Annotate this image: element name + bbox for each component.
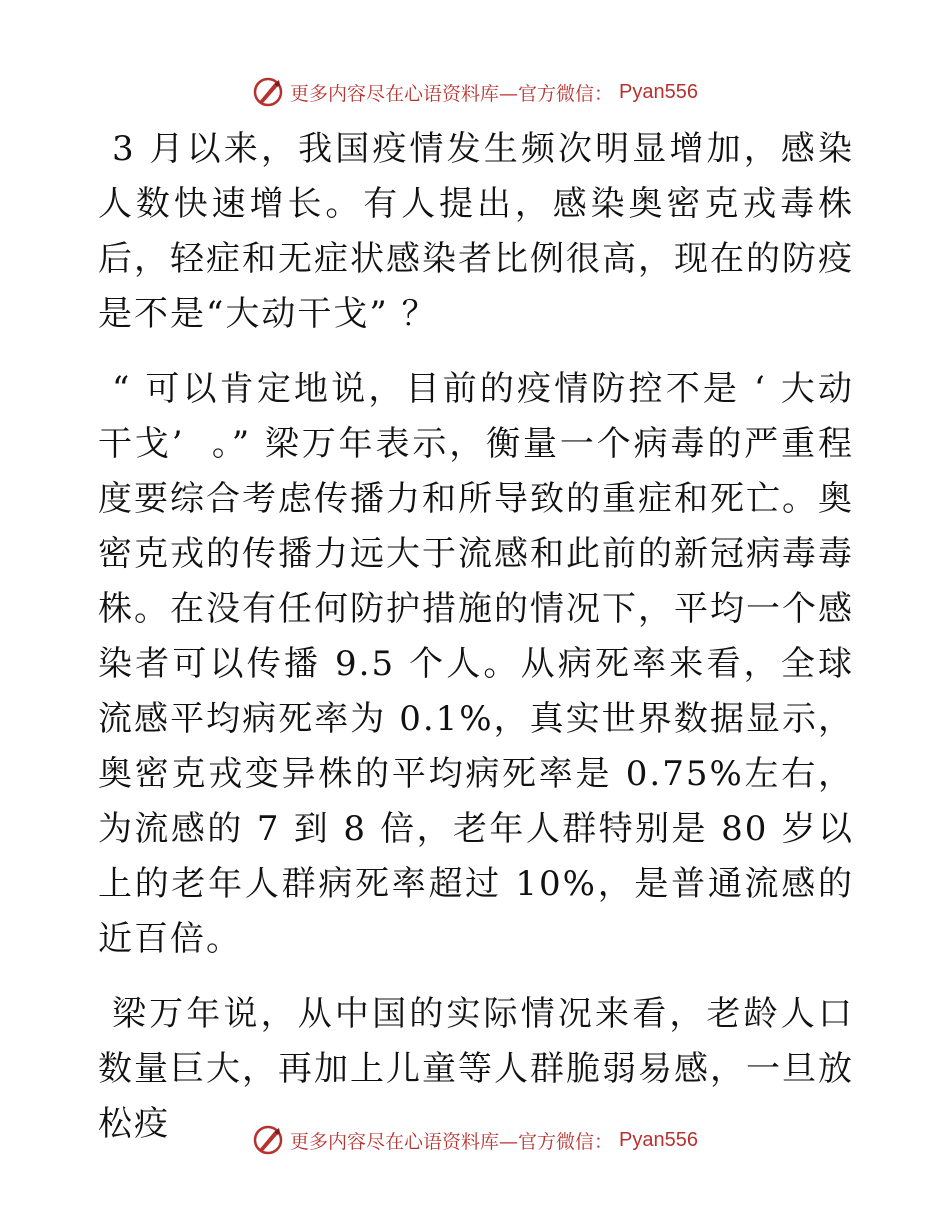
document-body bbox=[98, 122, 854, 1172]
paragraph-3: 梁万年说，从中国的实际情况来看，老龄人口数量巨大，再加上儿童等人群脆弱易感，一旦放松疫 bbox=[98, 994, 854, 1144]
watermark-text: 更多内容尽在心语资料库—官方微信： bbox=[290, 82, 614, 105]
header-watermark bbox=[0, 72, 950, 112]
quill-pen-logo-icon bbox=[252, 76, 284, 108]
paragraph-1: 3 月以来，我国疫情发生频次明显增加，感染人数快速增长。有人提出，感染奥密克戎毒株后，轻症和无症状感染者比例很高，现在的防疫是不是“大动干戈” ？ bbox=[98, 129, 854, 334]
footer-watermark bbox=[0, 1120, 950, 1160]
quill-pen-logo-icon bbox=[252, 1124, 284, 1156]
watermark-wechat-id: Pyan556 bbox=[619, 1128, 698, 1151]
watermark-wechat-id: Pyan556 bbox=[619, 80, 698, 103]
paragraph-2: “ 可以肯定地说，目前的疫情防控不是 ‘ 大动干戈’ 。” 梁万年表示，衡量一个病毒的严重程度要综合考虑传播力和所导致的重症和死亡。奥密克戎的传播力远大于流感和此前的新冠病毒毒株。在没有任何防护措施的情况下，平均一个感染者可以传播 9.5 个人。从病死率来看，全球流感平均病死率为 0.1%，真实世界数据显示，奥密克戎变异株的平均病死率是 0.75%左右，为流感的 7 到 8 倍，老年人群特别是 80 岁以上的老年人群病死率超过 10%，是普通流感的近百倍。 bbox=[98, 369, 854, 959]
watermark-text: 更多内容尽在心语资料库—官方微信： bbox=[290, 1130, 614, 1153]
